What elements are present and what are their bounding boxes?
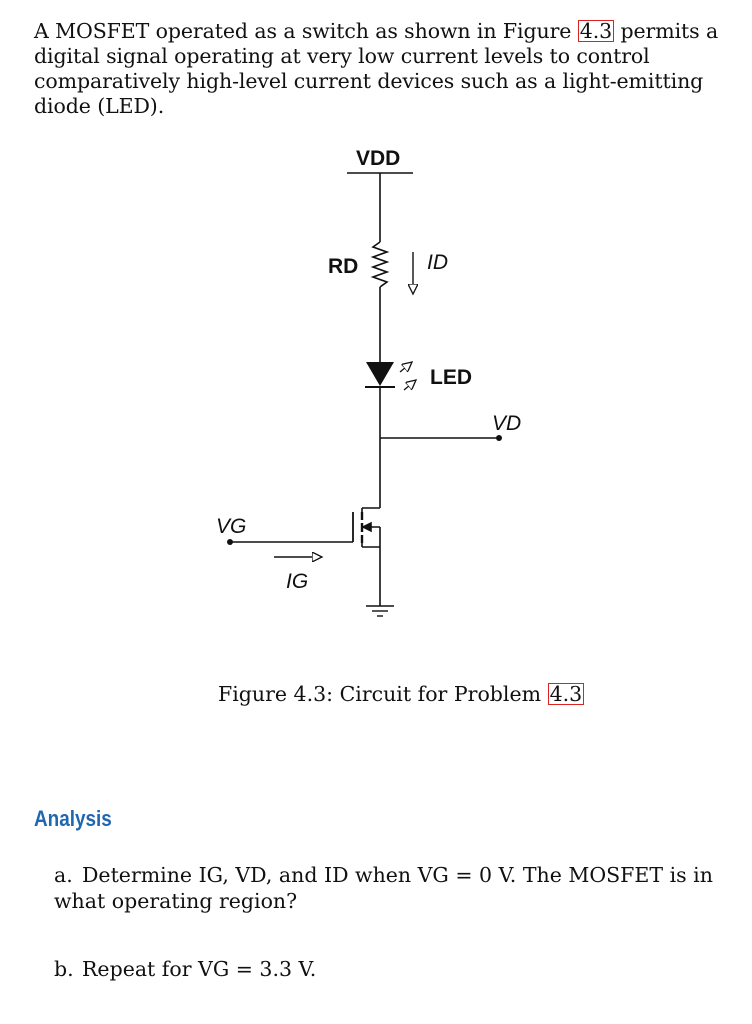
section-heading-analysis: Analysis: [34, 806, 112, 831]
led-emission-arrows: [400, 362, 416, 390]
ground-symbol: [366, 606, 394, 616]
problem-reference-link[interactable]: 4.3: [549, 682, 583, 706]
resistor-rd: [373, 242, 387, 287]
vg-terminal: [227, 539, 233, 545]
ig-label: IG: [286, 570, 309, 593]
intro-text-start: A MOSFET operated as a switch as shown in Figure: [34, 19, 578, 43]
intro-text-end: permits a digital signal operating at very low current levels to control comparatively high-level current devices such as a light-emitting diode (LED).: [34, 19, 719, 118]
nmos-transistor: [353, 508, 380, 547]
vd-terminal: [496, 435, 502, 441]
mosfet-led-circuit-diagram: [0, 130, 752, 630]
led-diode-symbol: [366, 362, 394, 386]
vg-label: VG: [216, 515, 247, 538]
figure-reference-link[interactable]: 4.3: [579, 19, 613, 43]
figure-caption: [218, 681, 584, 707]
question-a: [54, 862, 714, 914]
vd-label: VD: [492, 412, 522, 435]
question-b-marker: b.: [54, 957, 74, 981]
id-label: ID: [427, 251, 448, 274]
question-a-text: Determine IG, VD, and ID when VG = 0 V. The MOSFET is in what operating region?: [54, 863, 713, 913]
rd-label: RD: [328, 255, 359, 278]
caption-text: Figure 4.3: Circuit for Problem: [218, 682, 548, 706]
led-label: LED: [430, 366, 472, 389]
question-b-text: Repeat for VG = 3.3 V.: [82, 957, 317, 981]
question-b: [54, 956, 714, 982]
intro-paragraph: [34, 19, 724, 119]
vdd-label: VDD: [356, 147, 401, 170]
question-a-marker: a.: [54, 863, 73, 887]
